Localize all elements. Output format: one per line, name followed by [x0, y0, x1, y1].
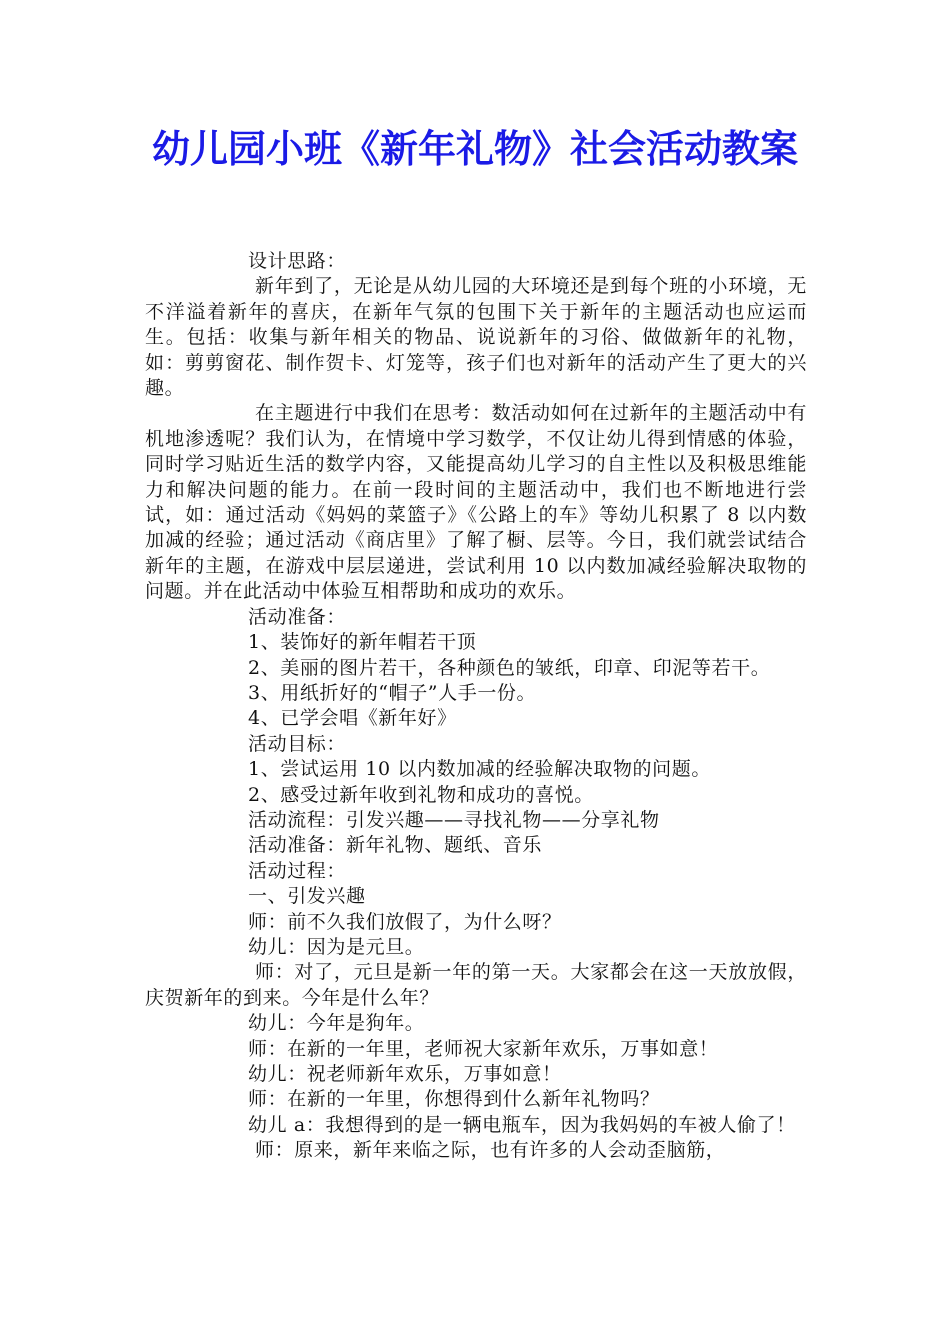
paragraph-prep-2: 2、美丽的图片若干，各种颜色的皱纸，印章、印泥等若干。: [248, 656, 771, 679]
document-title: 幼儿园小班《新年礼物》社会活动教案: [151, 127, 798, 171]
paragraph-prep-heading: 活动准备：: [248, 605, 347, 628]
dialogue-line: 师：在新的一年里，老师祝大家新年欢乐，万事如意！: [248, 1037, 719, 1060]
paragraph-flow: 活动流程：引发兴趣——寻找礼物——分享礼物: [248, 808, 660, 831]
paragraph-materials: 活动准备：新年礼物、题纸、音乐: [248, 834, 543, 857]
dialogue-line: 幼儿：今年是狗年。: [248, 1012, 425, 1035]
dialogue-line: 幼儿：因为是元旦。: [248, 935, 425, 958]
dialogue-line: 幼儿：祝老师新年欢乐，万事如意！: [248, 1063, 562, 1085]
paragraph-design-heading: 设计思路：: [248, 250, 347, 272]
dialogue-line: 师：前不久我们放假了，为什么呀？: [248, 910, 562, 933]
dialogue-line: 师：原来，新年来临之际，也有许多的人会动歪脑筋，: [255, 1139, 726, 1162]
paragraph-goal-1: 1、尝试运用 10 以内数加减的经验解决取物的问题。: [248, 758, 711, 781]
paragraph-prep-1: 1、装饰好的新年帽若干顶: [248, 631, 477, 654]
paragraph-goal-2: 2、感受过新年收到礼物和成功的喜悦。: [248, 783, 594, 806]
dialogue-line: 师：在新的一年里，你想得到什么新年礼物吗？: [248, 1088, 660, 1111]
paragraph-process-heading: 活动过程：: [248, 859, 347, 882]
paragraph-design-1: 新年到了，无论是从幼儿园的大环境还是到每个班的小环境，无不洋溢着新年的喜庆，在新年气氛的包围下关于新年的主题活动也应运而生。包括：收集与新年相关的物品、说说新年的习俗、做做新年的礼物，如：剪剪窗花、制作贺卡、灯笼等，孩子们也对新年的活动产生了更大的兴趣。: [145, 275, 807, 400]
paragraph-goals-heading: 活动目标：: [248, 732, 347, 755]
paragraph-prep-4: 4、已学会唱《新年好》: [248, 707, 457, 730]
paragraph-prep-3: 3、用纸折好的“帽子”人手一份。: [248, 681, 537, 704]
dialogue-line: 师：对了，元旦是新一年的第一天。大家都会在这一天放放假，庆贺新年的到来。今年是什么年？: [145, 961, 807, 1009]
paragraph-step-1-heading: 一、引发兴趣: [248, 885, 366, 908]
dialogue-line: 幼儿 a：我想得到的是一辆电瓶车，因为我妈妈的车被人偷了！: [248, 1113, 796, 1136]
document-body: [145, 249, 807, 1164]
paragraph-design-2: 在主题进行中我们在思考：数活动如何在过新年的主题活动中有机地渗透呢？我们认为，在情境中学习数学，不仅让幼儿得到情感的体验，同时学习贴近生活的数学内容，又能提高幼儿学习的自主性以及积极思维能力和解决问题的能力。在前一段时间的主题活动中，我们也不断地进行尝试，如：通过活动《妈妈的菜篮子》《公路上的车》等幼儿积累了 8 以内数加减的经验；通过活动《商店里》了解了橱、层等。今日，我们就尝试结合新年的主题，在游戏中层层递进，尝试利用 10 以内数加减经验解决取物的问题。并在此活动中体验互相帮助和成功的欢乐。: [145, 402, 807, 603]
